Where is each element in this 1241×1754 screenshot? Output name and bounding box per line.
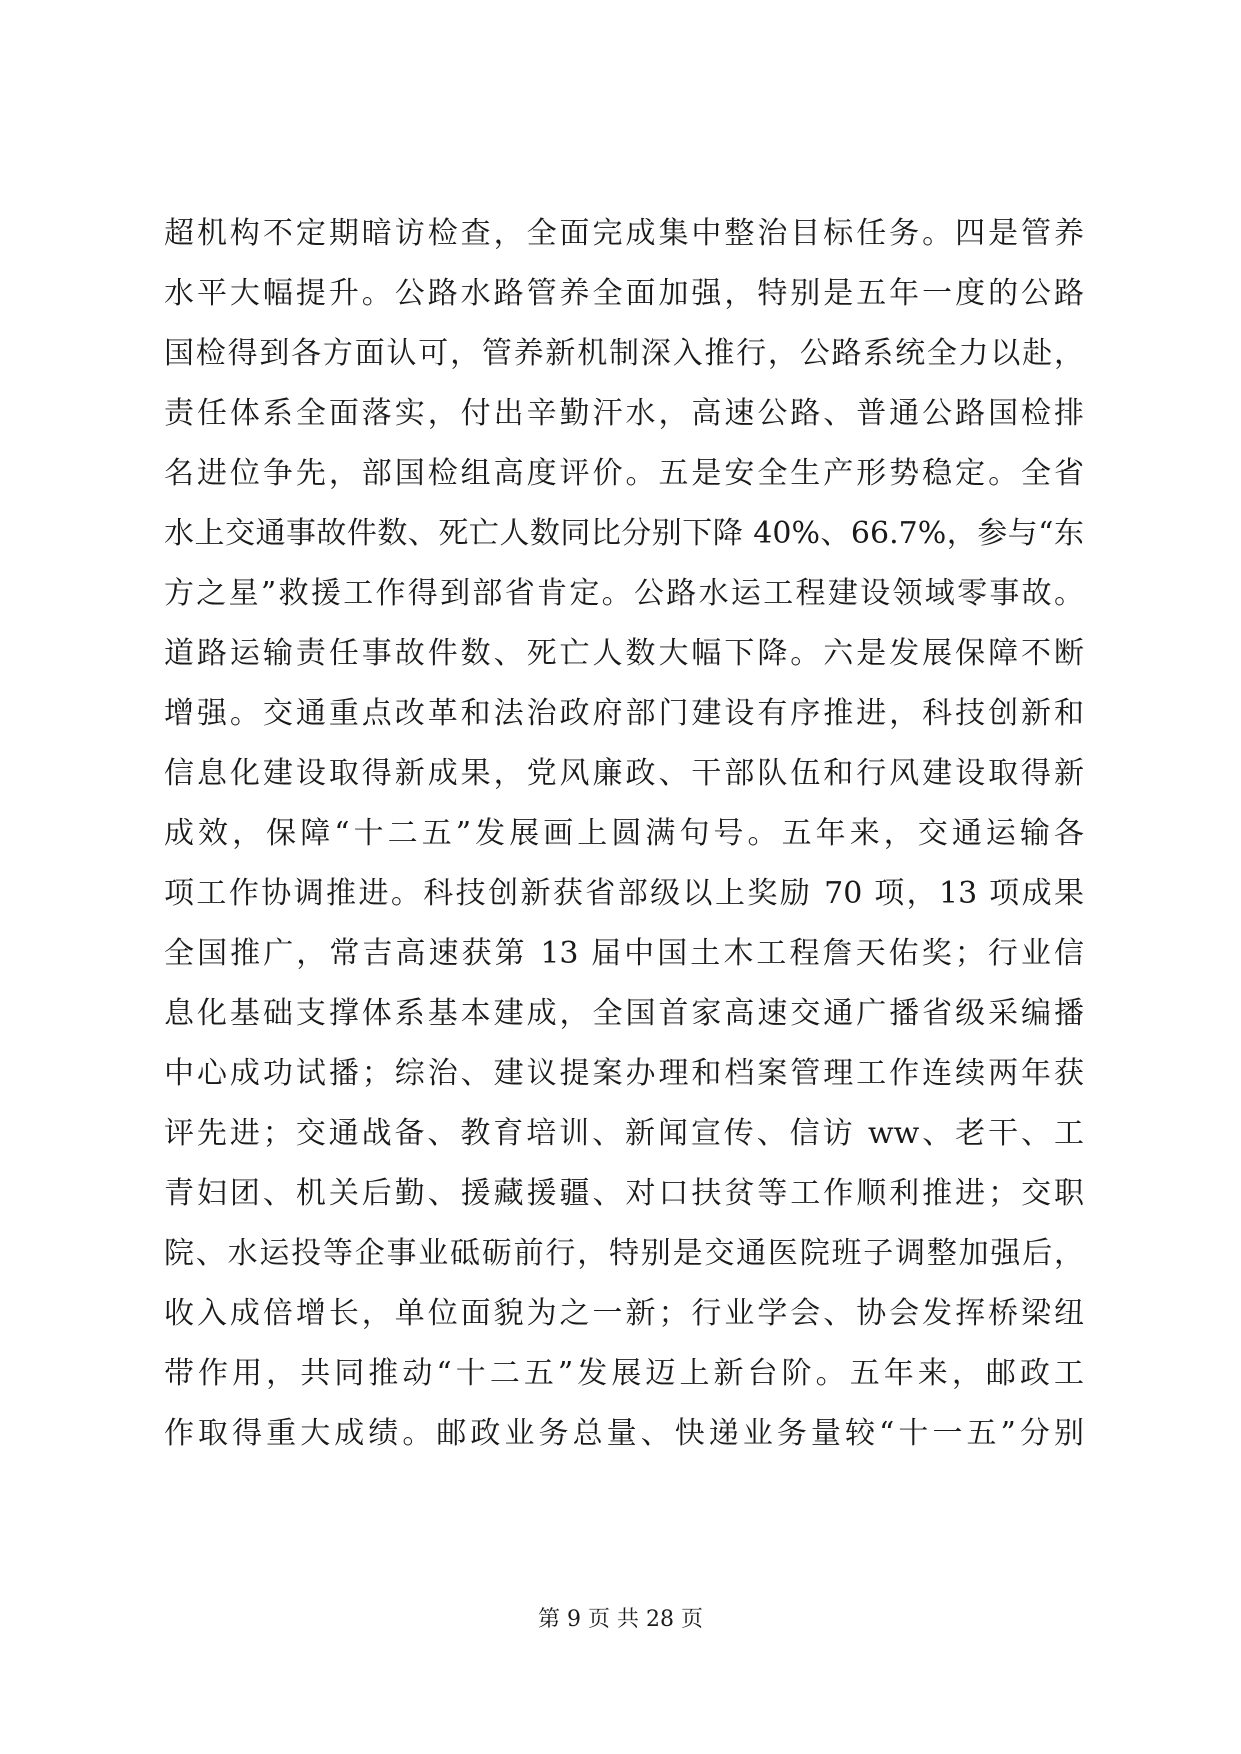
page-number-label: 第 9 页 共 28 页: [538, 1607, 703, 1632]
text-line: 信息化建设取得新成果，党风廉政、干部队伍和行风建设取得新: [164, 756, 1084, 791]
text-line: 超机构不定期暗访检查，全面完成集中整治目标任务。四是管养: [164, 216, 1084, 251]
text-line: 项工作协调推进。科技创新获省部级以上奖励 70 项，13 项成果: [164, 876, 1084, 911]
text-line: 收入成倍增长，单位面貌为之一新；行业学会、协会发挥桥梁纽: [164, 1296, 1084, 1331]
text-line: 息化基础支撑体系基本建成，全国首家高速交通广播省级采编播: [164, 996, 1084, 1031]
text-line: 中心成功试播；综治、建议提案办理和档案管理工作连续两年获: [164, 1056, 1084, 1091]
text-line: 全国推广，常吉高速获第 13 届中国土木工程詹天佑奖；行业信: [164, 936, 1084, 971]
text-line: 国检得到各方面认可，管养新机制深入推行，公路系统全力以赴，: [164, 336, 1084, 371]
text-line: 道路运输责任事故件数、死亡人数大幅下降。六是发展保障不断: [164, 636, 1084, 671]
text-line: 方之星”救援工作得到部省肯定。公路水运工程建设领域零事故。: [164, 576, 1084, 611]
text-line: 名进位争先，部国检组高度评价。五是安全生产形势稳定。全省: [164, 456, 1084, 491]
page-footer: [0, 1602, 1241, 1633]
text-line: 责任体系全面落实，付出辛勤汗水，高速公路、普通公路国检排: [164, 396, 1084, 431]
text-line: 带作用，共同推动“十二五”发展迈上新台阶。五年来，邮政工: [164, 1356, 1084, 1391]
text-line: 成效，保障“十二五”发展画上圆满句号。五年来，交通运输各: [164, 816, 1084, 851]
body-text: [164, 204, 1084, 1464]
text-line: 评先进；交通战备、教育培训、新闻宣传、信访 ww、老干、工: [164, 1116, 1084, 1151]
text-line: 增强。交通重点改革和法治政府部门建设有序推进，科技创新和: [164, 696, 1084, 731]
text-line: 水上交通事故件数、死亡人数同比分别下降 40%、66.7%，参与“东: [164, 516, 1084, 551]
text-line: 院、水运投等企事业砥砺前行，特别是交通医院班子调整加强后，: [164, 1236, 1084, 1271]
text-line: 水平大幅提升。公路水路管养全面加强，特别是五年一度的公路: [164, 276, 1084, 311]
text-line: 作取得重大成绩。邮政业务总量、快递业务量较“十一五”分别: [164, 1416, 1084, 1451]
text-line: 青妇团、机关后勤、援藏援疆、对口扶贫等工作顺利推进；交职: [164, 1176, 1084, 1211]
